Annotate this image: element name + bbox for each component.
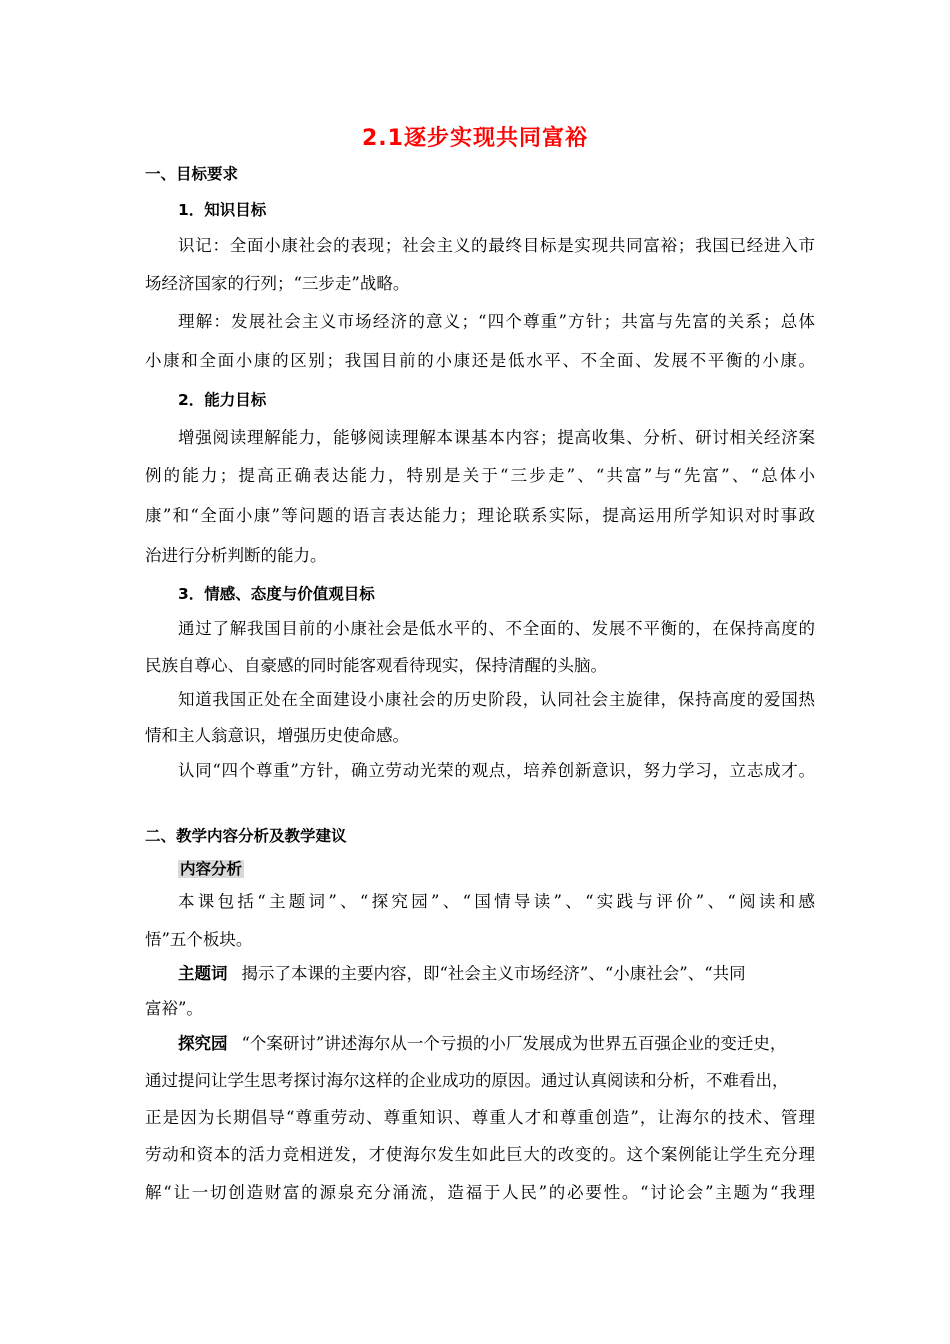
paragraph-line: 民族自尊心、自豪感的同时能客观看待现实，保持清醒的头脑。: [145, 656, 607, 675]
paragraph-line: 识记：全面小康社会的表现；社会主义的最终目标是实现共同富裕；我国已经进入市: [178, 236, 815, 255]
paragraph-line: 悟”五个板块。: [145, 930, 253, 949]
paragraph-line: 本课包括“主题词”、“探究园”、“国情导读”、“实践与评价”、“阅读和感: [178, 892, 815, 911]
highlighted-subheading: 内容分析: [180, 860, 243, 878]
paragraph-line: 劳动和资本的活力竞相迸发，才使海尔发生如此巨大的改变的。这个案例能让学生充分理: [145, 1145, 815, 1164]
paragraph-line: 正是因为长期倡导“尊重劳动、尊重知识、尊重人才和尊重创造”，让海尔的技术、管理: [145, 1108, 815, 1127]
paragraph-line: 康”和“全面小康”等问题的语言表达能力；理论联系实际，提高运用所学知识对时事政: [145, 506, 815, 525]
subheading-values: 3．情感、态度与价值观目标: [178, 585, 375, 603]
paragraph-line: 解“让一切创造财富的源泉充分涌流，造福于人民”的必要性。“讨论会”主题为“我理: [145, 1183, 815, 1202]
paragraph-line: 富裕”。: [145, 999, 203, 1018]
section-heading-goals: 一、目标要求: [145, 165, 239, 183]
paragraph-line: 治进行分析判断的能力。: [145, 546, 327, 565]
paragraph-line: [178, 1033, 815, 1055]
paragraph-line: [178, 963, 815, 985]
paragraph-line: 知道我国正处在全面建设小康社会的历史阶段，认同社会主旋律，保持高度的爱国热: [178, 690, 815, 709]
paragraph-line: 情和主人翁意识，增强历史使命感。: [145, 726, 409, 745]
paragraph-text: “个案研讨”讲述海尔从一个亏损的小厂发展成为世界五百强企业的变迁史，: [241, 1034, 787, 1053]
subheading-ability: 2．能力目标: [178, 391, 267, 409]
paragraph-line: 认同“四个尊重”方针，确立劳动光荣的观点，培养创新意识，努力学习，立志成才。: [178, 761, 815, 780]
paragraph-line: 场经济国家的行列；“三步走”战略。: [145, 274, 410, 293]
subheading-knowledge: 1．知识目标: [178, 201, 267, 219]
inline-label: 主题词: [178, 964, 228, 983]
document-title: 2.1逐步实现共同富裕: [362, 126, 588, 151]
paragraph-line: 小康和全面小康的区别；我国目前的小康还是低水平、不全面、发展不平衡的小康。: [145, 351, 815, 370]
paragraph-line: 通过提问让学生思考探讨海尔这样的企业成功的原因。通过认真阅读和分析，不难看出，: [145, 1071, 789, 1090]
inline-label: 探究园: [178, 1034, 228, 1053]
paragraph-text: 揭示了本课的主要内容，即“社会主义市场经济”、“小康社会”、“共同: [241, 964, 746, 983]
subheading-content-analysis: [178, 858, 815, 880]
section-heading-analysis: 二、教学内容分析及教学建议: [145, 827, 347, 845]
paragraph-line: 例的能力；提高正确表达能力，特别是关于“三步走”、“共富”与“先富”、“总体小: [145, 466, 815, 485]
paragraph-line: 增强阅读理解能力，能够阅读理解本课基本内容；提高收集、分析、研讨相关经济案: [178, 428, 815, 447]
paragraph-line: 理解：发展社会主义市场经济的意义；“四个尊重”方针；共富与先富的关系；总体: [178, 312, 815, 331]
paragraph-line: 通过了解我国目前的小康社会是低水平的、不全面的、发展不平衡的，在保持高度的: [178, 619, 815, 638]
